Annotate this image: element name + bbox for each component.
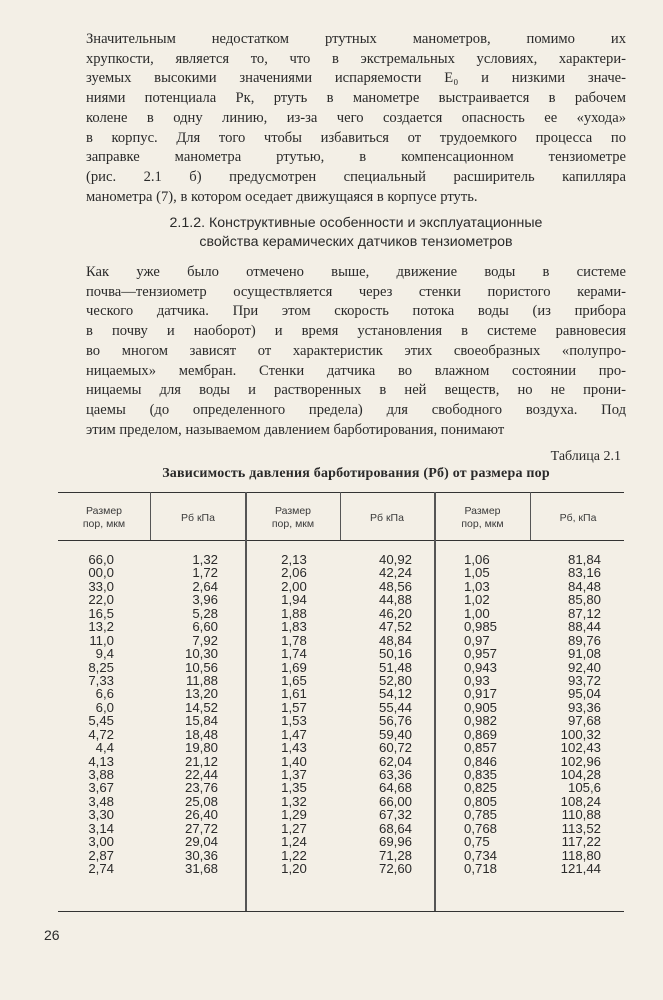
table-cell: 50,16 xyxy=(378,646,412,662)
table-cell: 18,48 xyxy=(184,726,218,742)
table-cell: 113,52 xyxy=(561,820,601,836)
column-pore-size-1 xyxy=(60,553,114,876)
table-cell: 7,92 xyxy=(192,632,218,648)
paragraph-ceramic-sensors xyxy=(86,263,626,440)
table-cell: 6,0 xyxy=(95,699,114,715)
table-cell: 42,24 xyxy=(378,565,412,581)
table-top-rule xyxy=(58,492,624,493)
table-cell: 0,75 xyxy=(464,834,490,850)
text-line: колене в одну линию, из-за чего создается опасность ее «ухода» xyxy=(86,109,626,126)
table-separator xyxy=(435,492,436,911)
table-cell: 105,6 xyxy=(567,780,601,796)
table-cell: 1,57 xyxy=(281,699,307,715)
table-cell: 1,72 xyxy=(192,565,218,581)
table-cell: 1,20 xyxy=(281,861,307,877)
table-cell: 0,805 xyxy=(464,793,498,809)
text-line: 2.1.2. Конструктивные особенности и эксплуатационные xyxy=(169,215,543,231)
table-cell: 1,83 xyxy=(281,619,307,635)
table-cell: 1,00 xyxy=(464,605,490,621)
text-line: хрупкости, является то, что в экстремальных условиях, характери- xyxy=(86,50,626,67)
table-cell: 27,72 xyxy=(184,820,218,836)
table-separator xyxy=(150,492,151,540)
table-cell: 00,0 xyxy=(88,565,114,581)
table-cell: 81,84 xyxy=(567,552,601,567)
table-cell: 6,6 xyxy=(95,686,114,702)
table-cell: 59,40 xyxy=(378,726,412,742)
table-cell: 66,0 xyxy=(88,552,114,567)
table-cell: 25,08 xyxy=(184,793,218,809)
table-cell: 1,06 xyxy=(464,552,490,567)
table-cell: 1,65 xyxy=(281,672,307,688)
table-cell: 1,29 xyxy=(281,807,307,823)
table-separator xyxy=(340,492,341,540)
table-cell: 62,04 xyxy=(378,753,412,769)
table-cell: 1,24 xyxy=(281,834,307,850)
table-cell: 3,67 xyxy=(88,780,114,796)
text-line: цаемы (до определенного предела) для свободного воздуха. Под xyxy=(86,401,626,418)
table-cell: 19,80 xyxy=(184,740,218,756)
table-cell: 0,869 xyxy=(464,726,498,742)
table-cell: 92,40 xyxy=(567,659,601,675)
table-cell: 14,52 xyxy=(184,699,218,715)
table-cell: 4,13 xyxy=(88,753,114,769)
table-cell: 3,00 xyxy=(88,834,114,850)
table-cell: 0,857 xyxy=(464,740,498,756)
text-line: свойства керамических датчиков тензиометров xyxy=(199,234,513,250)
table-cell: 0,734 xyxy=(464,847,498,863)
table-cell: 1,03 xyxy=(464,578,490,594)
table-cell: 89,76 xyxy=(567,632,601,648)
header-pore-size-3: Размер пор, мкм xyxy=(461,505,504,530)
table-cell: 60,72 xyxy=(378,740,412,756)
table-cell: 2,00 xyxy=(281,578,307,594)
table-cell: 97,68 xyxy=(567,713,601,729)
table-cell: 0,943 xyxy=(464,659,498,675)
table-cell: 0,768 xyxy=(464,820,498,836)
table-cell: 22,0 xyxy=(88,592,114,608)
table-cell: 0,982 xyxy=(464,713,498,729)
table-cell: 3,48 xyxy=(88,793,114,809)
text-line: в корпус. Для того чтобы избавиться от трудоемкого процесса по xyxy=(86,129,626,146)
table-cell: 72,60 xyxy=(378,861,412,877)
table-cell: 1,47 xyxy=(281,726,307,742)
header-pore-size-1: Размер пор, мкм xyxy=(82,505,126,530)
table-cell: 1,78 xyxy=(281,632,307,648)
text-line: Как уже было отмечено выше, движение воды в системе xyxy=(86,264,626,280)
table-cell: 102,96 xyxy=(560,753,601,769)
table-cell: 4,72 xyxy=(88,726,114,742)
table-cell: 1,94 xyxy=(281,592,307,608)
table-cell: 118,80 xyxy=(561,847,601,863)
table-cell: 8,25 xyxy=(88,659,114,675)
column-pore-size-2 xyxy=(250,553,338,876)
table-cell: 0,785 xyxy=(464,807,498,823)
table-cell: 100,32 xyxy=(560,726,601,742)
table-cell: 108,24 xyxy=(560,793,601,809)
table-cell: 66,00 xyxy=(378,793,412,809)
table-cell: 5,45 xyxy=(88,713,114,729)
table-cell: 2,13 xyxy=(281,552,307,567)
table-cell: 15,84 xyxy=(184,713,218,729)
table-cell: 1,43 xyxy=(281,740,307,756)
section-heading xyxy=(86,214,626,252)
table-cell: 0,835 xyxy=(464,767,498,782)
table-cell: 3,88 xyxy=(88,767,114,782)
table-cell: 1,74 xyxy=(281,646,307,662)
table-cell: 93,72 xyxy=(567,672,601,688)
table-cell: 2,64 xyxy=(192,578,218,594)
table-cell: 64,68 xyxy=(378,780,412,796)
table-cell: 0,97 xyxy=(464,632,490,648)
table-cell: 51,48 xyxy=(378,659,412,675)
table-cell: 29,04 xyxy=(184,834,218,850)
table-cell: 1,35 xyxy=(281,780,307,796)
table-cell: 0,825 xyxy=(464,780,498,796)
table-cell: 2,06 xyxy=(281,565,307,581)
table-cell: 68,64 xyxy=(378,820,412,836)
table-cell: 85,80 xyxy=(567,592,601,608)
column-pressure-1 xyxy=(152,553,218,876)
table-cell: 0,917 xyxy=(464,686,498,702)
table-cell: 0,718 xyxy=(464,861,498,877)
text-line: ниями потенциала Pк, ртуть в манометре выстраивается в рабочем xyxy=(86,90,626,107)
table-cell: 1,88 xyxy=(281,605,307,621)
table-cell: 1,02 xyxy=(464,592,490,608)
table-cell: 21,12 xyxy=(184,753,218,769)
text-line: Значительным недостатком ртутных манометров, помимо их xyxy=(86,31,626,47)
text-line: этим пределом, называемом давлением барботирования, понимают xyxy=(86,421,505,438)
table-cell: 110,88 xyxy=(561,807,601,823)
text-line: манометра (7), в котором оседает движущаяся в корпусе ртуть. xyxy=(86,188,478,205)
table-cell: 88,44 xyxy=(567,619,601,635)
table-cell: 26,40 xyxy=(184,807,218,823)
table-cell: 16,5 xyxy=(88,605,114,621)
table-cell: 55,44 xyxy=(378,699,412,715)
table-cell: 1,69 xyxy=(281,659,307,675)
table-label: Таблица 2.1 xyxy=(550,449,621,464)
table-cell: 54,12 xyxy=(378,686,412,702)
table-cell: 40,92 xyxy=(378,552,412,567)
table-cell: 104,28 xyxy=(560,767,601,782)
column-pressure-3 xyxy=(532,553,601,876)
table-cell: 0,957 xyxy=(464,646,498,662)
table-cell: 1,32 xyxy=(192,552,218,567)
table-cell: 3,96 xyxy=(192,592,218,608)
table-cell: 3,14 xyxy=(88,820,114,836)
table-cell: 102,43 xyxy=(560,740,601,756)
table-header-rule xyxy=(58,540,624,541)
table-cell: 1,53 xyxy=(281,713,307,729)
text-line: ческого датчика. При этом скорость потока воды (из прибора xyxy=(86,303,626,320)
table-cell: 1,37 xyxy=(281,767,307,782)
table-cell: 3,30 xyxy=(88,807,114,823)
table-cell: 0,905 xyxy=(464,699,498,715)
table-bottom-rule xyxy=(58,911,624,912)
column-pressure-2 xyxy=(342,553,412,876)
text-line: ницаемы для воды и растворенных в ней веществ, но не прони- xyxy=(86,382,626,399)
table-cell: 121,44 xyxy=(560,861,601,877)
table-cell: 91,08 xyxy=(567,646,601,662)
table-separator xyxy=(530,492,531,540)
table-cell: 0,846 xyxy=(464,753,498,769)
table-cell: 87,12 xyxy=(567,605,601,621)
text-line: в почву и наоборот) и время установления в системе равновесия xyxy=(86,323,626,340)
text-line: ницаемых» мембран. Стенки датчика во влажном состоянии про- xyxy=(86,362,626,379)
table-cell: 23,76 xyxy=(184,780,218,796)
table-cell: 117,22 xyxy=(561,834,601,850)
table-cell: 83,16 xyxy=(567,565,601,581)
header-pressure-1: Pб кПа xyxy=(181,511,215,524)
header-pore-size-2: Размер пор, мкм xyxy=(271,505,315,530)
table-cell: 95,04 xyxy=(567,686,601,702)
table-cell: 4,4 xyxy=(95,740,114,756)
table-cell: 93,36 xyxy=(567,699,601,715)
table-cell: 63,36 xyxy=(378,767,412,782)
table-cell: 5,28 xyxy=(192,605,218,621)
table-cell: 0,93 xyxy=(464,672,490,688)
table-cell: 48,56 xyxy=(378,578,412,594)
table-cell: 1,32 xyxy=(281,793,307,809)
table-cell: 31,68 xyxy=(184,861,218,877)
table-cell: 33,0 xyxy=(88,578,114,594)
table-cell: 1,05 xyxy=(464,565,490,581)
table-cell: 0,985 xyxy=(464,619,498,635)
table-cell: 13,2 xyxy=(88,619,114,635)
text-line: зуемых высокими значениями испаряемости E₀ и низкими значе- xyxy=(86,70,626,87)
table-cell: 56,76 xyxy=(378,713,412,729)
table-cell: 1,22 xyxy=(281,847,307,863)
header-pressure-2: Pб кПа xyxy=(370,511,404,524)
table-cell: 10,56 xyxy=(184,659,218,675)
table-cell: 1,27 xyxy=(281,820,307,836)
table-cell: 69,96 xyxy=(378,834,412,850)
table-cell: 2,74 xyxy=(88,861,114,877)
table-cell: 47,52 xyxy=(378,619,412,635)
table-cell: 7,33 xyxy=(88,672,114,688)
table-cell: 22,44 xyxy=(184,767,218,782)
header-pressure-3: Pб, кПа xyxy=(559,511,597,524)
text-line: (рис. 2.1 б) предусмотрен специальный расширитель капилляра xyxy=(86,168,626,185)
table-cell: 48,84 xyxy=(378,632,412,648)
table-cell: 2,87 xyxy=(88,847,114,863)
table-cell: 9,4 xyxy=(95,646,114,662)
table-cell: 52,80 xyxy=(378,672,412,688)
table-cell: 71,28 xyxy=(378,847,412,863)
table-cell: 46,20 xyxy=(378,605,412,621)
table-cell: 11,0 xyxy=(89,632,114,648)
text-line: почва—тензиометр осуществляется через стенки пористого керами- xyxy=(86,283,626,300)
table-cell: 67,32 xyxy=(378,807,412,823)
table-cell: 1,61 xyxy=(281,686,307,702)
table-separator xyxy=(246,492,247,911)
table-cell: 44,88 xyxy=(378,592,412,608)
table-cell: 11,88 xyxy=(185,672,218,688)
table-title: Зависимость давления барботирования (Pб) от размера пор xyxy=(162,466,550,481)
table-cell: 10,30 xyxy=(184,646,218,662)
table-cell: 13,20 xyxy=(184,686,218,702)
table-cell: 30,36 xyxy=(184,847,218,863)
page-number: 26 xyxy=(44,927,60,943)
column-pore-size-3 xyxy=(464,553,524,876)
text-line: заправке манометра ртутью, в компенсационном тензиометре xyxy=(86,149,626,166)
text-line: во многом зависят от характеристик этих своеобразных «полупро- xyxy=(86,342,626,359)
table-cell: 1,40 xyxy=(281,753,307,769)
table-cell: 6,60 xyxy=(192,619,218,635)
paragraph-mercury-manometers xyxy=(86,30,626,207)
table-cell: 84,48 xyxy=(567,578,601,594)
